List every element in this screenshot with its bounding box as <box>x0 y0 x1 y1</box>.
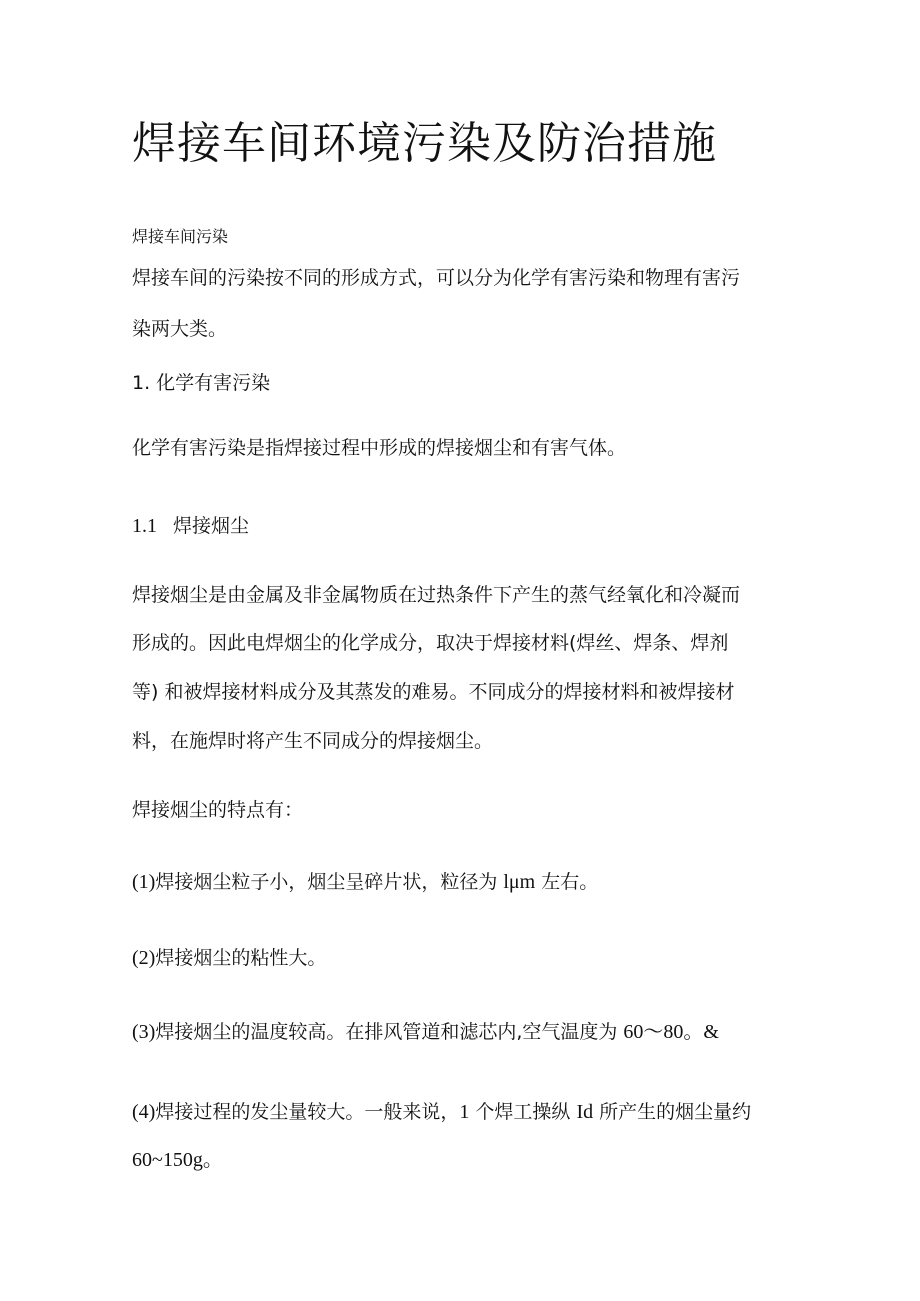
dust-paragraph-line-3: 等) 和被焊接材料成分及其蒸发的难易。不同成分的焊接材料和被焊接材 <box>132 681 735 703</box>
features-intro: 焊接烟尘的特点有： <box>132 799 304 821</box>
feature-text: 焊接烟尘的温度较高。在排风管道和滤芯内,空气温度为 <box>155 1021 624 1043</box>
feature-text: 焊接过程的发尘量较大。一般来说， <box>155 1101 460 1123</box>
dust-paragraph-line-2: 形成的。因此电焊烟尘的化学成分，取决于焊接材料(焊丝、焊条、焊剂 <box>132 632 729 654</box>
feature-item-1 <box>132 869 598 895</box>
heading-number: 1.1 <box>132 515 157 537</box>
chemical-description: 化学有害污染是指焊接过程中形成的焊接烟尘和有害气体。 <box>132 437 627 459</box>
dust-paragraph-line-1: 焊接烟尘是由金属及非金属物质在过热条件下产生的蒸气经氧化和冷凝而 <box>132 584 741 606</box>
intro-line-2: 染两大类。 <box>132 318 228 340</box>
dust-paragraph-line-4: 料，在施焊时将产生不同成分的焊接烟尘。 <box>132 730 494 752</box>
feature-number: (3) <box>132 1021 156 1043</box>
feature-item-4 <box>132 1099 751 1125</box>
feature-value: 60～80。& <box>623 1021 719 1043</box>
section-label: 焊接车间污染 <box>132 227 229 246</box>
feature-number: (2) <box>132 947 156 969</box>
feature-item-2 <box>132 945 326 971</box>
heading-chemical-pollution: 1. 化学有害污染 <box>132 372 271 394</box>
feature-text: 焊接烟尘粒子小，烟尘呈碎片状，粒径为 <box>155 871 504 893</box>
intro-line-1: 焊接车间的污染按不同的形成方式，可以分为化学有害污染和物理有害污 <box>132 267 741 289</box>
feature-count: 1 <box>459 1101 470 1123</box>
feature-code: Id <box>576 1101 594 1123</box>
feature-text: 焊接烟尘的粘性大。 <box>155 947 327 969</box>
document-title: 焊接车间环境污染及防治措施 <box>132 118 717 169</box>
feature-item-4-continuation <box>132 1147 223 1173</box>
heading-text: 焊接烟尘 <box>173 515 250 537</box>
feature-amount: 60~150g。 <box>132 1149 223 1171</box>
feature-text: 个焊工操纵 <box>469 1101 577 1123</box>
feature-item-3 <box>132 1019 719 1045</box>
feature-number: (1) <box>132 871 156 893</box>
feature-number: (4) <box>132 1101 156 1123</box>
heading-welding-dust <box>132 513 249 539</box>
feature-text: 左右。 <box>535 871 599 893</box>
feature-unit: lμm <box>503 871 536 893</box>
feature-text: 所产生的烟尘量约 <box>593 1101 752 1123</box>
